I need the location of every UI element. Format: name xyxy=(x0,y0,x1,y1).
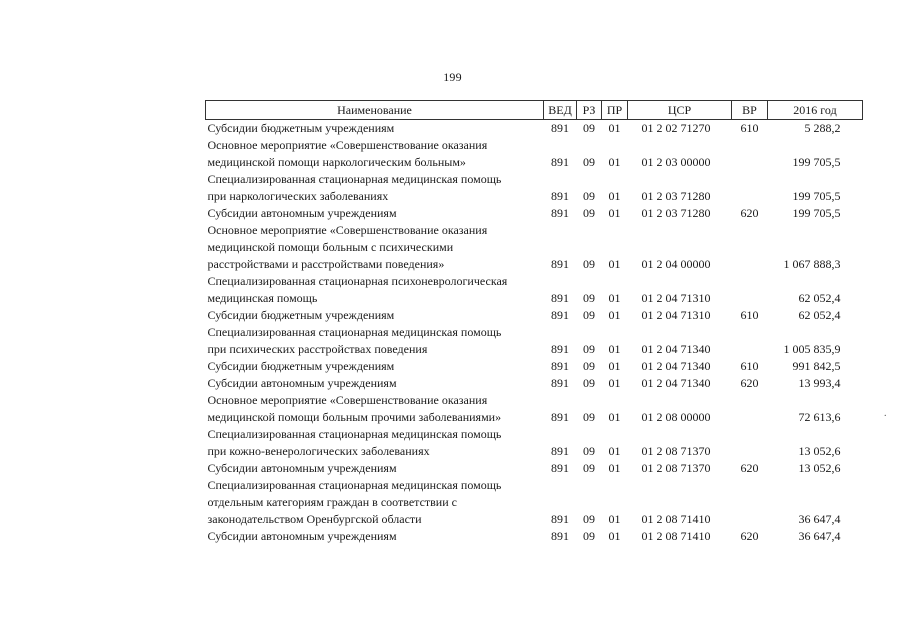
row-ved: 891 xyxy=(551,529,569,543)
row-sum: 199 705,5 xyxy=(792,206,841,220)
row-name-line: Субсидии автономным учреждениям xyxy=(207,206,397,220)
header-csr: ЦСР xyxy=(628,101,732,120)
row-sum: 991 842,5 xyxy=(792,359,841,373)
row-csr: 01 2 04 71340 xyxy=(641,376,711,390)
row-ved: 891 xyxy=(551,189,569,203)
row-rz: 09 xyxy=(583,410,595,424)
row-csr: 01 2 08 71370 xyxy=(641,461,711,475)
row-sum: 199 705,5 xyxy=(792,189,841,203)
row-rz: 09 xyxy=(583,308,595,322)
row-rz: 09 xyxy=(583,121,595,135)
table-row xyxy=(206,120,863,138)
table-row xyxy=(206,426,863,460)
row-name-line: Специализированная стационарная медицинская помощь xyxy=(207,325,502,339)
row-name-line: Субсидии автономным учреждениям xyxy=(207,529,397,543)
row-csr: 01 2 02 71270 xyxy=(641,121,711,135)
row-csr: 01 2 08 71370 xyxy=(641,444,711,458)
table-row xyxy=(206,528,863,545)
row-name-line: Субсидии бюджетным учреждениям xyxy=(207,359,395,373)
row-pr: 01 xyxy=(608,359,621,373)
stray-mark: . xyxy=(884,408,887,419)
row-pr: 01 xyxy=(608,206,621,220)
row-vr: 620 xyxy=(740,529,759,543)
row-sum: 72 613,6 xyxy=(798,410,841,424)
row-vr xyxy=(732,392,768,426)
row-name-line: Специализированная стационарная медицинская помощь xyxy=(207,478,502,492)
row-rz: 09 xyxy=(583,529,595,543)
table-row xyxy=(206,392,863,426)
budget-table xyxy=(205,100,863,545)
row-name xyxy=(206,528,544,545)
row-vr xyxy=(732,171,768,205)
table-row xyxy=(206,460,863,477)
row-pr: 01 xyxy=(608,444,621,458)
header-ved: ВЕД xyxy=(544,101,577,120)
table-body xyxy=(206,120,863,546)
header-pr: ПР xyxy=(602,101,628,120)
table-row xyxy=(206,307,863,324)
row-ved: 891 xyxy=(551,121,569,135)
row-pr: 01 xyxy=(608,529,621,543)
row-ved: 891 xyxy=(551,359,569,373)
row-csr: 01 2 08 71410 xyxy=(641,529,711,543)
row-sum: 199 705,5 xyxy=(792,155,841,169)
row-csr: 01 2 04 71310 xyxy=(641,308,711,322)
row-rz: 09 xyxy=(583,359,595,373)
table-row xyxy=(206,477,863,528)
row-name xyxy=(206,222,544,273)
row-name-line: медицинской помощи больным прочими заболеваниями» xyxy=(207,410,502,424)
row-vr xyxy=(732,137,768,171)
table-header xyxy=(206,101,863,120)
header-rz: РЗ xyxy=(577,101,602,120)
row-rz: 09 xyxy=(583,257,595,271)
row-pr: 01 xyxy=(608,410,621,424)
row-csr: 01 2 03 71280 xyxy=(641,189,711,203)
table-row xyxy=(206,222,863,273)
row-name-line: Специализированная стационарная медицинская помощь xyxy=(207,427,502,441)
row-csr: 01 2 08 00000 xyxy=(641,410,711,424)
row-name-line: Специализированная стационарная психоневрологическая xyxy=(207,274,508,288)
row-ved: 891 xyxy=(551,342,569,356)
row-name xyxy=(206,273,544,307)
row-csr: 01 2 04 00000 xyxy=(641,257,711,271)
row-name-line: медицинская помощь xyxy=(207,291,318,305)
row-name-line: расстройствами и расстройствами поведения» xyxy=(207,257,445,271)
row-pr: 01 xyxy=(608,308,621,322)
row-name xyxy=(206,426,544,460)
table-row xyxy=(206,324,863,358)
row-rz: 09 xyxy=(583,512,595,526)
row-rz: 09 xyxy=(583,206,595,220)
row-vr xyxy=(732,273,768,307)
row-sum: 5 288,2 xyxy=(804,121,841,135)
row-name-line: Основное мероприятие «Совершенствование оказания xyxy=(207,138,488,152)
row-ved: 891 xyxy=(551,206,569,220)
row-sum: 1 067 888,3 xyxy=(783,257,841,271)
row-sum: 13 052,6 xyxy=(798,461,841,475)
page-number: 199 xyxy=(443,70,462,84)
row-rz: 09 xyxy=(583,155,595,169)
header-vr: ВР xyxy=(732,101,768,120)
row-sum: 62 052,4 xyxy=(798,291,841,305)
row-ved: 891 xyxy=(551,291,569,305)
row-name-line: отдельным категориям граждан в соответствии с xyxy=(207,495,457,509)
row-pr: 01 xyxy=(608,189,621,203)
row-name-line: при наркологических заболеваниях xyxy=(207,189,389,203)
row-name xyxy=(206,375,544,392)
table-row xyxy=(206,375,863,392)
row-name-line: при психических расстройствах поведения xyxy=(207,342,428,356)
row-sum: 36 647,4 xyxy=(798,529,841,543)
row-rz: 09 xyxy=(583,444,595,458)
row-name xyxy=(206,137,544,171)
row-rz: 09 xyxy=(583,376,595,390)
row-name-line: при кожно-венерологических заболеваниях xyxy=(207,444,430,458)
row-rz: 09 xyxy=(583,461,595,475)
row-ved: 891 xyxy=(551,155,569,169)
row-name-line: законодательством Оренбургской области xyxy=(207,512,422,526)
row-name xyxy=(206,120,544,138)
row-ved: 891 xyxy=(551,308,569,322)
row-pr: 01 xyxy=(608,342,621,356)
row-name xyxy=(206,324,544,358)
row-name xyxy=(206,307,544,324)
row-sum: 1 005 835,9 xyxy=(783,342,841,356)
table-row xyxy=(206,137,863,171)
row-vr xyxy=(732,222,768,273)
row-vr: 620 xyxy=(740,206,759,220)
row-pr: 01 xyxy=(608,257,621,271)
row-name xyxy=(206,358,544,375)
row-pr: 01 xyxy=(608,376,621,390)
row-vr: 610 xyxy=(740,308,759,322)
row-vr: 620 xyxy=(740,461,759,475)
row-csr: 01 2 08 71410 xyxy=(641,512,711,526)
row-name-line: Субсидии бюджетным учреждениям xyxy=(207,121,395,135)
row-rz: 09 xyxy=(583,342,595,356)
row-csr: 01 2 03 71280 xyxy=(641,206,711,220)
row-name xyxy=(206,460,544,477)
row-vr xyxy=(732,477,768,528)
row-pr: 01 xyxy=(608,461,621,475)
row-csr: 01 2 04 71340 xyxy=(641,342,711,356)
row-csr: 01 2 04 71310 xyxy=(641,291,711,305)
table-row xyxy=(206,171,863,205)
row-sum: 13 052,6 xyxy=(798,444,841,458)
row-name xyxy=(206,392,544,426)
table-row xyxy=(206,205,863,222)
row-ved: 891 xyxy=(551,410,569,424)
row-vr: 610 xyxy=(740,121,759,135)
row-name-line: медицинской помощи наркологическим больным» xyxy=(207,155,466,169)
row-ved: 891 xyxy=(551,257,569,271)
row-name-line: Специализированная стационарная медицинская помощь xyxy=(207,172,502,186)
row-csr: 01 2 04 71340 xyxy=(641,359,711,373)
row-csr: 01 2 03 00000 xyxy=(641,155,711,169)
row-rz: 09 xyxy=(583,189,595,203)
row-ved: 891 xyxy=(551,376,569,390)
row-name-line: Основное мероприятие «Совершенствование оказания xyxy=(207,393,488,407)
row-name-line: Субсидии бюджетным учреждениям xyxy=(207,308,395,322)
row-vr xyxy=(732,426,768,460)
header-name: Наименование xyxy=(206,101,544,120)
row-name xyxy=(206,477,544,528)
header-sum: 2016 год xyxy=(768,101,863,120)
row-name-line: Субсидии автономным учреждениям xyxy=(207,461,397,475)
row-sum: 13 993,4 xyxy=(798,376,841,390)
row-name xyxy=(206,205,544,222)
row-name xyxy=(206,171,544,205)
row-rz: 09 xyxy=(583,291,595,305)
row-name-line: Субсидии автономным учреждениям xyxy=(207,376,397,390)
row-pr: 01 xyxy=(608,291,621,305)
row-name-line: медицинской помощи больным с психическими xyxy=(207,240,454,254)
row-name-line: Основное мероприятие «Совершенствование оказания xyxy=(207,223,488,237)
row-ved: 891 xyxy=(551,444,569,458)
row-vr: 610 xyxy=(740,359,759,373)
row-sum: 36 647,4 xyxy=(798,512,841,526)
row-pr: 01 xyxy=(608,121,621,135)
row-pr: 01 xyxy=(608,155,621,169)
row-ved: 891 xyxy=(551,512,569,526)
table-row xyxy=(206,358,863,375)
row-sum: 62 052,4 xyxy=(798,308,841,322)
row-vr: 620 xyxy=(740,376,759,390)
table-row xyxy=(206,273,863,307)
row-ved: 891 xyxy=(551,461,569,475)
row-pr: 01 xyxy=(608,512,621,526)
row-vr xyxy=(732,324,768,358)
